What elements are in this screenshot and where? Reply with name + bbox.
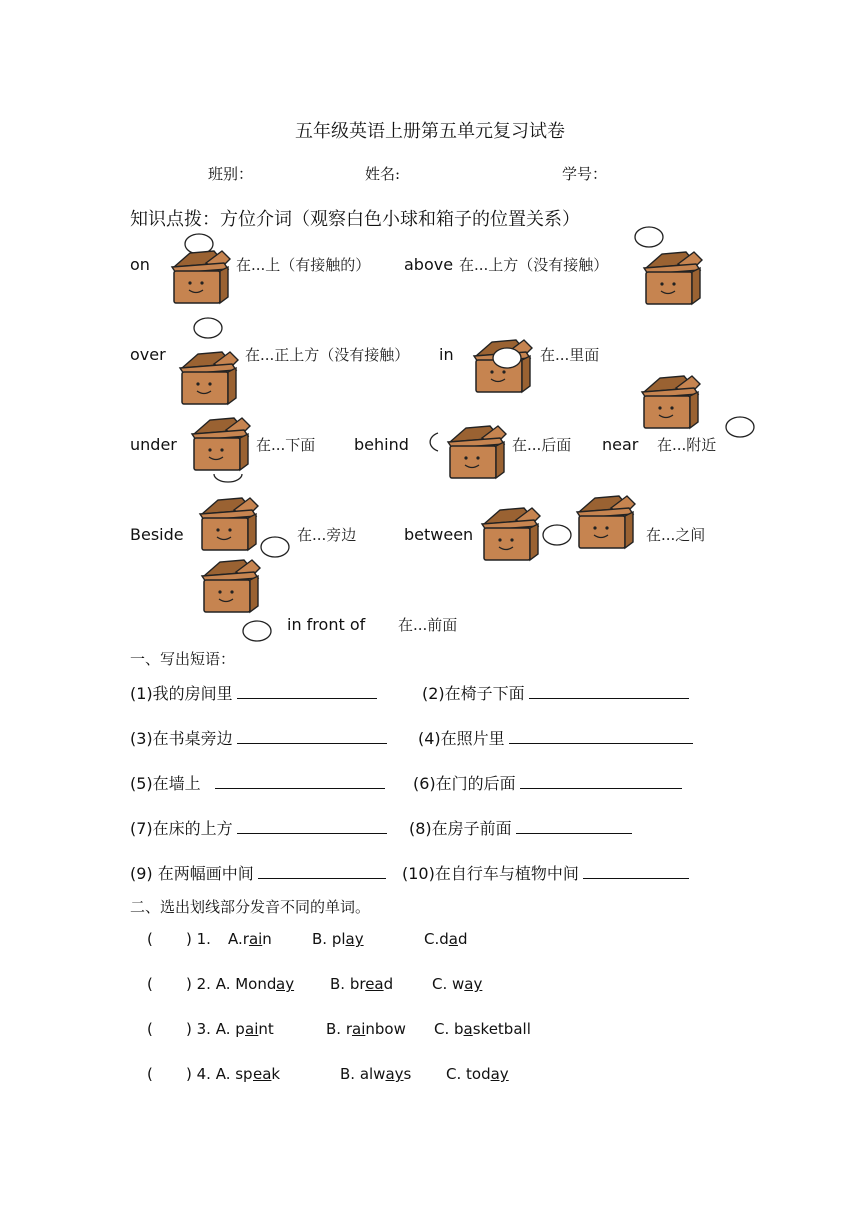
prep-in-front-of-meaning: 在...前面 <box>398 616 458 634</box>
section1-heading: 一、写出短语： <box>130 650 236 668</box>
prep-near: near <box>602 435 639 454</box>
phrase-item <box>130 816 387 839</box>
cardboard-box-icon <box>573 494 637 552</box>
question-number: ) 1. <box>186 930 211 948</box>
phrase-prompt: (8)在房子前面 <box>409 819 512 838</box>
prep-on-meaning: 在...上（有接触的） <box>236 256 371 274</box>
underlined-letters: ai <box>352 1020 366 1038</box>
answer-blank[interactable] <box>583 862 689 879</box>
underlined-letters: ay <box>276 975 295 993</box>
phrase-item <box>130 861 386 884</box>
phrase-item <box>130 681 377 704</box>
option-text: nt <box>258 1020 274 1038</box>
question-number: ) 3. A. p <box>186 1020 245 1038</box>
name-label: 姓名: <box>365 165 401 183</box>
prep-on: on <box>130 255 150 274</box>
option-text: B. r <box>326 1020 352 1038</box>
cardboard-box-icon <box>188 416 252 474</box>
prep-in: in <box>439 345 454 364</box>
phrase-prompt: (1)我的房间里 <box>130 684 233 703</box>
option-a[interactable] <box>228 930 272 948</box>
option-c[interactable] <box>434 1020 531 1038</box>
cardboard-box-icon <box>176 350 240 408</box>
answer-blank[interactable] <box>237 727 387 744</box>
prep-over: over <box>130 345 166 364</box>
option-a[interactable] <box>245 1020 274 1038</box>
underlined-letters: a <box>448 930 458 948</box>
option-b[interactable] <box>340 1065 411 1083</box>
option-text: C.d <box>424 930 449 948</box>
option-text: B. br <box>330 975 366 993</box>
option-text: C. tod <box>446 1065 491 1083</box>
question-number: ) 2. A. Mond <box>186 975 277 993</box>
underlined-letters: ay <box>385 1065 404 1083</box>
option-a[interactable] <box>253 1065 280 1083</box>
prep-behind-meaning: 在...后面 <box>512 436 572 454</box>
phrase-prompt: (6)在门的后面 <box>413 774 516 793</box>
phrase-prompt: (2)在椅子下面 <box>422 684 525 703</box>
white-ball-icon <box>193 317 225 341</box>
option-text: B. pl <box>312 930 346 948</box>
underlined-letters: ea <box>253 1065 272 1083</box>
phrase-prompt: (4)在照片里 <box>418 729 505 748</box>
answer-blank[interactable] <box>529 682 689 699</box>
white-ball-icon <box>492 347 524 371</box>
cardboard-box-icon <box>638 374 702 432</box>
phrase-prompt: (7)在床的上方 <box>130 819 233 838</box>
student-id-label: 学号： <box>562 165 608 183</box>
option-c[interactable] <box>424 930 468 948</box>
phrase-prompt: (3)在书桌旁边 <box>130 729 233 748</box>
phrase-item <box>418 726 693 749</box>
prep-above: above <box>404 255 454 274</box>
prep-between-meaning: 在...之间 <box>646 526 706 544</box>
prep-in-front-of: in front of <box>287 615 366 634</box>
phrase-prompt: (9) 在两幅画中间 <box>130 864 254 883</box>
answer-blank[interactable] <box>516 817 632 834</box>
option-text: C. w <box>432 975 465 993</box>
underlined-letters: ay <box>490 1065 509 1083</box>
phrase-item <box>402 861 689 884</box>
option-text: n <box>262 930 272 948</box>
underlined-letters: ea <box>365 975 384 993</box>
option-b[interactable] <box>326 1020 406 1038</box>
white-ball-icon <box>212 470 244 494</box>
underlined-letters: ay <box>464 975 483 993</box>
underlined-letters: ay <box>345 930 364 948</box>
white-ball-icon <box>725 416 757 440</box>
knowledge-point-heading: 知识点拨：方位介词（观察白色小球和箱子的位置关系） <box>130 209 580 230</box>
white-ball-icon <box>542 524 574 548</box>
answer-blank[interactable] <box>258 862 386 879</box>
prep-above-meaning: 在...上方（没有接触） <box>459 256 609 274</box>
answer-blank[interactable] <box>237 817 387 834</box>
option-text: d <box>383 975 394 993</box>
cardboard-box-icon <box>196 496 260 554</box>
phrase-prompt: (10)在自行车与植物中间 <box>402 864 579 883</box>
underlined-letters: a <box>463 1020 473 1038</box>
prep-beside: Beside <box>130 525 184 544</box>
phrase-item <box>130 771 385 794</box>
answer-blank[interactable] <box>215 772 385 789</box>
option-text: k <box>271 1065 281 1083</box>
phrase-item <box>130 726 387 749</box>
phrase-item <box>422 681 689 704</box>
cardboard-box-icon <box>478 506 542 564</box>
option-b[interactable] <box>330 975 393 993</box>
answer-paren[interactable]: ( <box>147 1065 153 1083</box>
page-title: 五年级英语上册第五单元复习试卷 <box>295 121 565 142</box>
answer-paren[interactable]: ( <box>147 975 153 993</box>
answer-paren[interactable]: ( <box>147 930 153 948</box>
answer-blank[interactable] <box>237 682 377 699</box>
option-text: A.r <box>228 930 249 948</box>
option-text: C. b <box>434 1020 464 1038</box>
phrase-item <box>409 816 632 839</box>
option-c[interactable] <box>432 975 482 993</box>
prep-under-meaning: 在...下面 <box>256 436 316 454</box>
prep-in-meaning: 在...里面 <box>540 346 600 364</box>
option-c[interactable] <box>446 1065 509 1083</box>
prep-over-meaning: 在...正上方（没有接触） <box>245 346 410 364</box>
cardboard-box-icon <box>640 250 704 308</box>
option-text: d <box>457 930 468 948</box>
option-text: s <box>403 1065 412 1083</box>
prep-under: under <box>130 435 177 454</box>
underlined-letters: ai <box>248 930 263 948</box>
white-ball-icon <box>634 226 666 250</box>
class-label: 班别： <box>208 165 254 183</box>
option-text: B. alw <box>340 1065 386 1083</box>
answer-blank[interactable] <box>520 772 682 789</box>
cardboard-box-icon <box>168 249 232 307</box>
section2-heading: 二、选出划线部分发音不同的单词。 <box>130 898 371 916</box>
phrase-prompt: (5)在墙上 <box>130 774 201 793</box>
prep-behind: behind <box>354 435 409 454</box>
prep-beside-meaning: 在...旁边 <box>297 526 357 544</box>
question-number: ) 4. A. sp <box>186 1065 253 1083</box>
cardboard-box-icon <box>198 558 262 616</box>
answer-blank[interactable] <box>509 727 693 744</box>
cardboard-box-icon <box>444 424 508 482</box>
option-b[interactable] <box>312 930 364 948</box>
prep-near-meaning: 在...附近 <box>657 436 717 454</box>
option-text: nbow <box>365 1020 406 1038</box>
underlined-letters: ai <box>245 1020 259 1038</box>
prep-between: between <box>404 525 474 544</box>
white-ball-icon <box>260 536 292 560</box>
phrase-item <box>413 771 682 794</box>
option-a[interactable] <box>276 975 294 993</box>
white-ball-icon <box>242 620 274 644</box>
option-text: sketball <box>472 1020 531 1038</box>
answer-paren[interactable]: ( <box>147 1020 153 1038</box>
